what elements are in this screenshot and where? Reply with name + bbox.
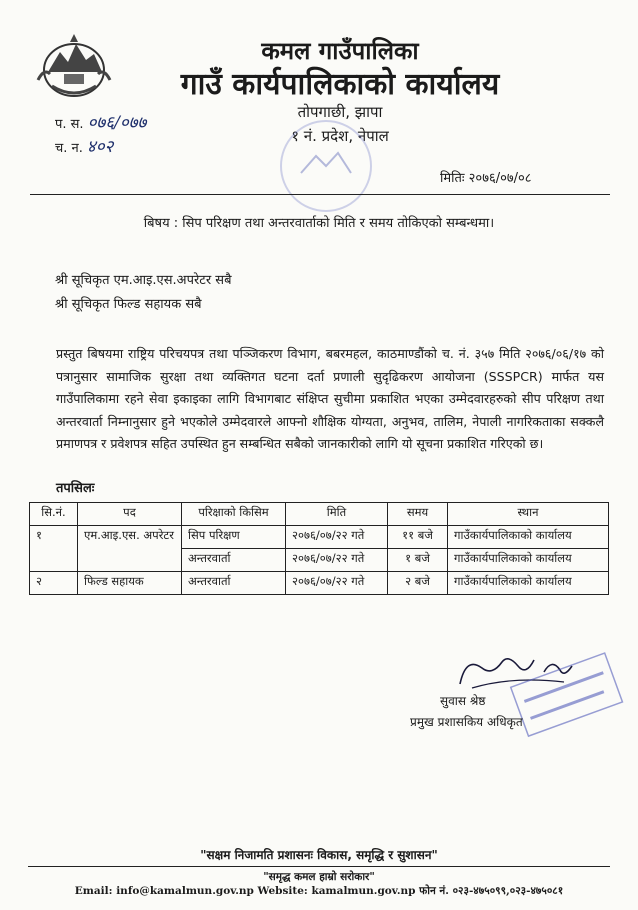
cell-venue: गाउँकार्यपालिकाको कार्यालय <box>448 526 609 549</box>
notice-body: प्रस्तुत बिषयमा राष्ट्रिय परिचयपत्र तथा पञ्जिकरण विभाग, बबरमहल, काठमाण्डौंको च. नं. ३५७ मिति २०७६/०६/१७ को पत्रानुसार सामाजिक सुरक्षा तथा व्यक्तिगत घटना दर्ता प्रणाली सुदृढिकरण आयोजना (SSSPCR) मार्फत यस गाउँपालिकामा रहने सेवा इकाइका लागि विभागबाट संक्षिप्त सुचीमा प्रकाशित भएका उम्मेदवारहरुको सीप परिक्षण तथा अन्तरवार्ता निम्नानुसार हुने भएकोले उम्मेदवारले आफ्नो शौक्षिक योग्यता, अनुभव, तालिम, नेपाली नागरिकताका सक्कलै प्रमाणपत्र र प्रवेशपत्र सहित उपस्थित हुन सम्बन्धित सबैको जानकारीको लागि यो सूचना प्रकाशित गरिएको छ। <box>56 346 604 451</box>
office-name: कमल गाउँपालिका <box>261 37 419 65</box>
cell-time: २ बजे <box>388 572 448 595</box>
footer-contact: Email: info@kamalmun.gov.np Website: kamalmun.gov.np फोन नं. ०२३-४७५०९९,०२३-४७५०८१ <box>74 885 564 897</box>
cell-date: २०७६/०७/२२ गते <box>286 549 388 572</box>
schedule-table <box>29 502 609 595</box>
table-row <box>30 526 609 549</box>
signatory-name: सुवास श्रेष्ठ <box>440 694 486 708</box>
footer-divider <box>28 866 610 867</box>
cell-sn: १ <box>30 526 78 572</box>
cell-date: २०७६/०७/२२ गते <box>286 572 388 595</box>
cell-date: २०७६/०७/२२ गते <box>286 526 388 549</box>
office-province: १ नं. प्रदेश, नेपाल <box>291 127 389 145</box>
letter-date: मितिः २०७६/०७/०८ <box>440 171 532 186</box>
patra-label: प. स. <box>55 117 84 132</box>
office-seal-stamp <box>280 120 372 212</box>
patra-sankhya <box>55 110 146 133</box>
addressee-mis-operator: श्री सूचिकृत एम.आइ.एस.अपरेटर सबै <box>55 273 232 288</box>
table-header-row <box>30 503 609 526</box>
chalan-number <box>55 134 113 157</box>
page-title: गाउँ कार्यपालिकाको कार्यालय <box>180 67 500 102</box>
cell-sn: २ <box>30 572 78 595</box>
schedule-heading: तपसिलः <box>56 481 95 496</box>
addressee-field-assistant: श्री सूचिकृत फिल्ड सहायक सबै <box>55 297 202 312</box>
cell-post: एम.आइ.एस. अपरेटर <box>78 526 182 572</box>
signatory-title: प्रमुख प्रशासकिय अधिकृत <box>410 715 523 729</box>
cell-venue: गाउँकार्यपालिकाको कार्यालय <box>448 549 609 572</box>
cell-exam-type: अन्तरवार्ता <box>182 572 286 595</box>
cell-exam-type: अन्तरवार्ता <box>182 549 286 572</box>
table-row <box>30 572 609 595</box>
chalan-value: ४०२ <box>86 137 114 157</box>
cell-time: ११ बजे <box>388 526 448 549</box>
footer-slogan: "समृद्ध कमल हाम्रो सरोकार" <box>263 871 375 883</box>
cell-venue: गाउँकार्यपालिकाको कार्यालय <box>448 572 609 595</box>
col-sn: सि.नं. <box>30 503 78 526</box>
col-exam-type: परिक्षाको किसिम <box>182 503 286 526</box>
nepal-emblem-logo <box>30 30 118 104</box>
subject-line: बिषय : सिप परिक्षण तथा अन्तरवार्ताको मिति र समय तोकिएको सम्बन्धमा। <box>143 216 495 231</box>
cell-exam-type: सिप परिक्षण <box>182 526 286 549</box>
col-venue: स्थान <box>448 503 609 526</box>
header-divider <box>30 194 610 195</box>
col-time: समय <box>388 503 448 526</box>
cell-time: १ बजे <box>388 549 448 572</box>
patra-value: ०७६/०७७ <box>87 113 147 133</box>
chalan-label: च. न. <box>55 141 83 156</box>
office-address: तोपगाछी, झापा <box>297 103 383 121</box>
col-post: पद <box>78 503 182 526</box>
col-date: मिति <box>286 503 388 526</box>
footer-motto: "सक्षम निजामति प्रशासनः विकास, समृद्धि र सुशासन" <box>200 848 438 862</box>
cell-post: फिल्ड सहायक <box>78 572 182 595</box>
